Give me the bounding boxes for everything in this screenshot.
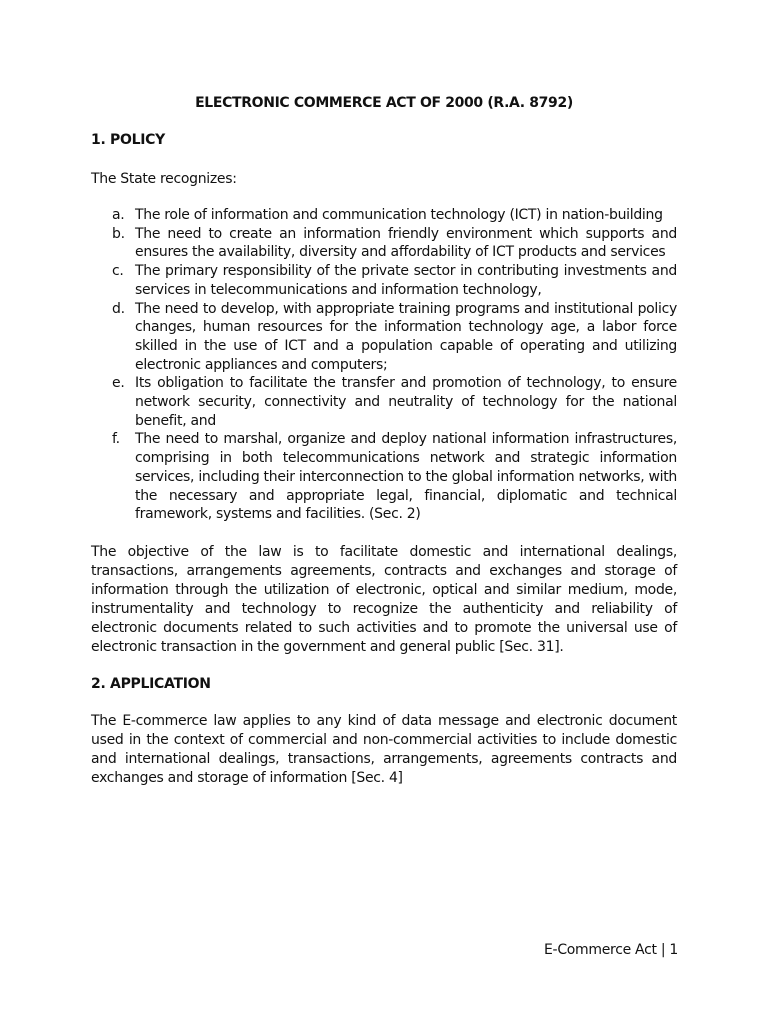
list-item — [91, 374, 677, 430]
policy-intro: The State recognizes: — [91, 171, 237, 187]
objective-paragraph: The objective of the law is to facilitate domestic and international dealings, transactions, arrangements agreements, contracts and exchanges and storage of information through the utilization of electronic, optical and similar medium, mode, instrumentality and technology to recognize the authenticity and reliability of electronic documents related to such activities and to promote the universal use of electronic transaction in the government and general public [Sec. 31]. — [91, 544, 677, 655]
list-marker: f. — [112, 431, 120, 448]
application-paragraph: The E-commerce law applies to any kind of data message and electronic document used in the context of commercial and non-commercial activities to include domestic and international dealings, transactions, arrangements, agreements contracts and exchanges and storage of information [Sec. 4] — [91, 713, 677, 786]
document-title: ELECTRONIC COMMERCE ACT OF 2000 (R.A. 8792) — [195, 95, 573, 111]
list-item-text: Its obligation to facilitate the transfer and promotion of technology, to ensure network security, connectivity and neutrality of technology for the national benefit, and — [135, 375, 677, 429]
list-item — [91, 430, 677, 524]
list-item-text: The role of information and communication technology (ICT) in nation-building — [135, 207, 663, 223]
list-item-text: The need to create an information friendly environment which supports and ensures the availability, diversity and affordability of ICT products and services — [135, 225, 677, 261]
list-item — [91, 206, 677, 225]
document-page — [91, 0, 677, 1024]
list-item-text: The primary responsibility of the private sector in contributing investments and services in telecommunications and information technology, — [135, 263, 677, 298]
list-marker: c. — [112, 263, 124, 280]
list-item — [91, 225, 677, 262]
list-item — [91, 300, 677, 375]
list-item — [91, 262, 677, 299]
page-footer: E-Commerce Act | 1 — [544, 942, 678, 958]
policy-list — [91, 206, 677, 524]
list-item-text: The need to develop, with appropriate training programs and institutional policy changes, human resources for the information technology age, a labor force skilled in the use of ICT and a population capable of operating and utilizing electronic appliances and computers; — [135, 300, 677, 373]
list-marker: d. — [112, 300, 125, 317]
list-marker: b. — [112, 225, 125, 242]
list-marker: e. — [112, 375, 125, 392]
section-heading-policy: 1. POLICY — [91, 132, 165, 148]
list-marker: a. — [112, 207, 125, 223]
section-heading-application: 2. APPLICATION — [91, 676, 211, 692]
list-item-text: The need to marshal, organize and deploy national information infrastructures, comprising in both telecommunications network and strategic information services, including their interconnection to the global information networks, with the necessary and appropriate legal, financial, diplomatic and technical framework, systems and facilities. (Sec. 2) — [135, 431, 678, 523]
